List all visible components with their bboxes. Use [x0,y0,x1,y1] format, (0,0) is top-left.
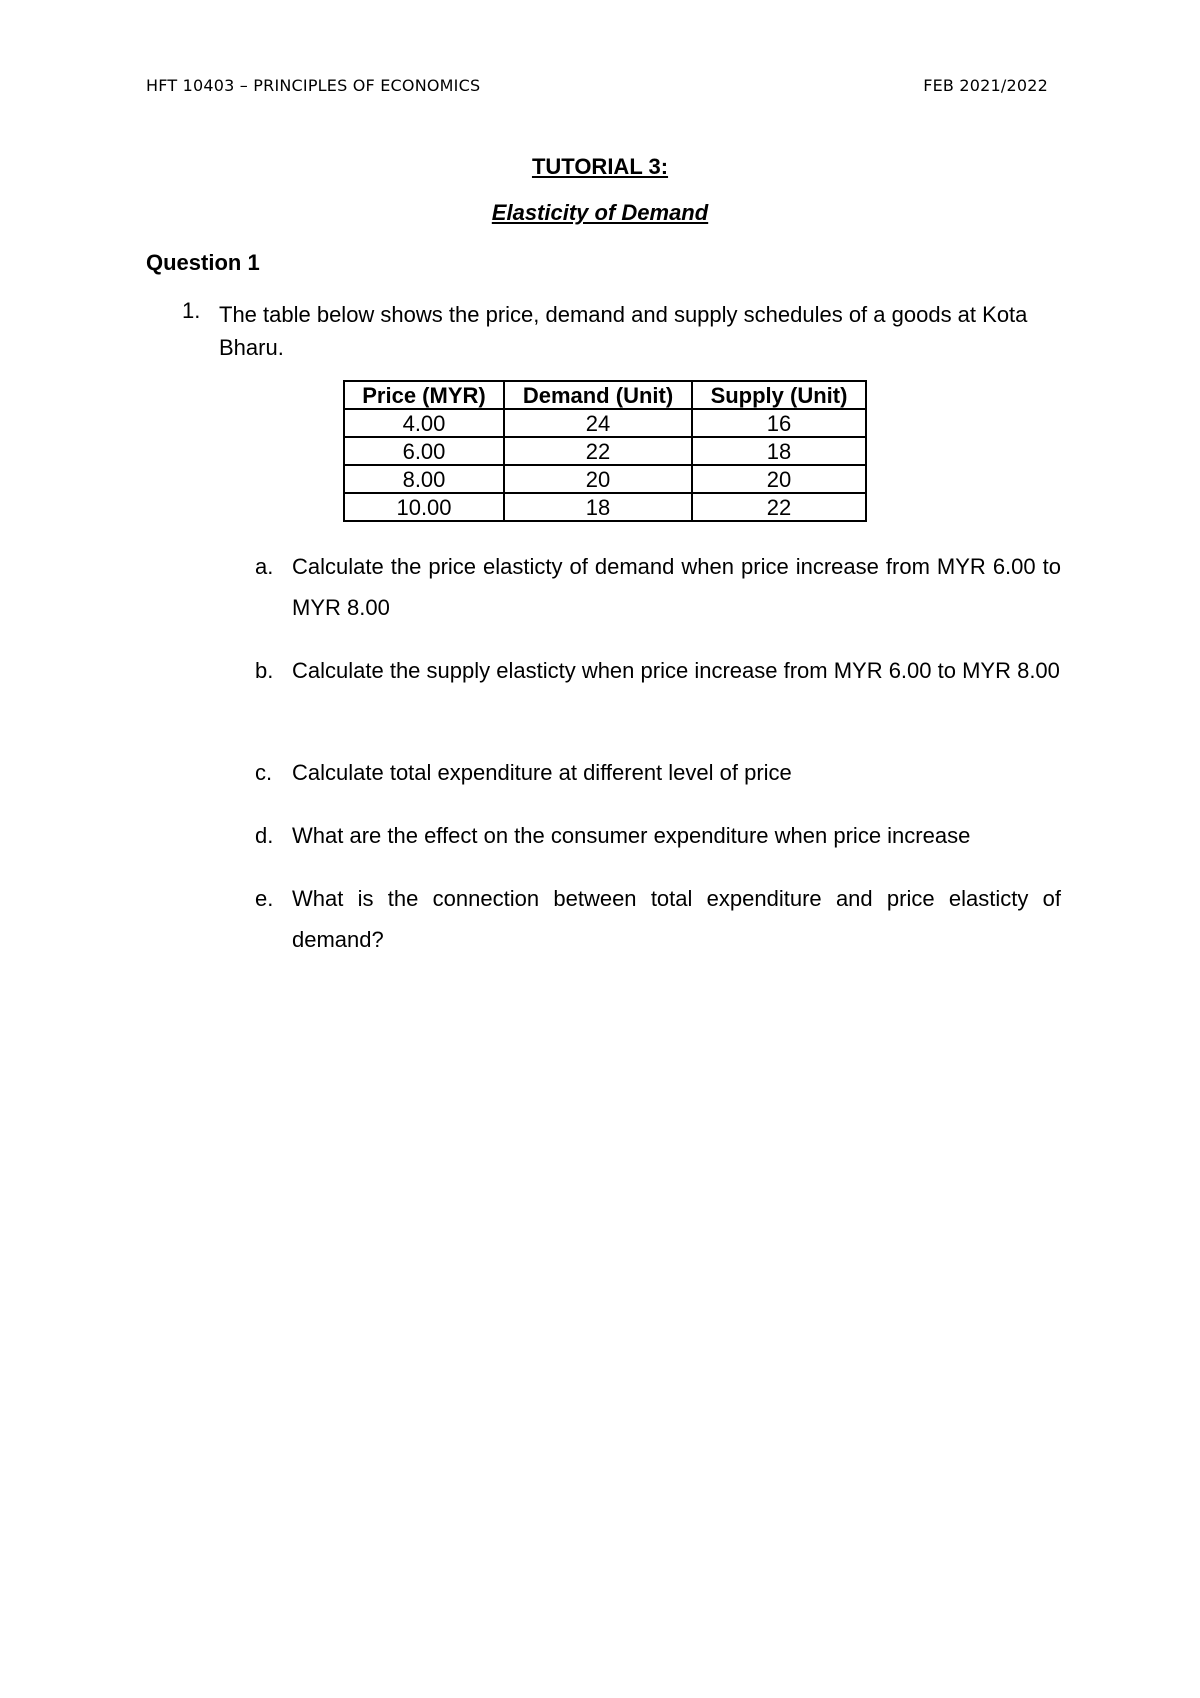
demand-cell: 20 [504,465,692,493]
subquestion-letter: e. [255,886,274,911]
question-heading: Question 1 [146,250,260,275]
price-cell: 6.00 [344,437,504,465]
column-header-supply: Supply (Unit) [692,381,866,409]
table-row [344,409,866,437]
tutorial-subtitle: Elasticity of Demand [491,200,709,225]
subquestion-text: Calculate the supply elasticty when price increase from MYR 6.00 to MYR 8.00 [292,658,1060,683]
subquestion-letter: b. [255,658,274,683]
table-row [344,493,866,521]
schedule-table [343,380,867,522]
demand-cell: 24 [504,409,692,437]
demand-cell: 22 [504,437,692,465]
column-header-demand: Demand (Unit) [504,381,692,409]
supply-cell: 20 [692,465,866,493]
column-header-price: Price (MYR) [344,381,504,409]
supply-cell: 16 [692,409,866,437]
table-row [344,437,866,465]
tutorial-title: TUTORIAL 3: [531,154,669,179]
price-cell: 4.00 [344,409,504,437]
table-header-row [344,381,866,409]
price-cell: 8.00 [344,465,504,493]
subquestion-text: What is the connection between total expenditure and price elasticty of demand? [292,886,1061,952]
subquestion-text: Calculate the price elasticty of demand when price increase from MYR 6.00 to MYR 8.00 [292,554,1061,620]
question-number: 1. [182,298,201,323]
subquestion-letter: a. [255,554,274,579]
subquestion-text: Calculate total expenditure at different level of price [292,760,792,785]
subquestion-letter: d. [255,823,274,848]
table-row [344,465,866,493]
demand-cell: 18 [504,493,692,521]
question-text: The table below shows the price, demand and supply schedules of a goods at Kota Bharu. [219,302,1028,360]
supply-cell: 18 [692,437,866,465]
price-cell: 10.00 [344,493,504,521]
course-title: HFT 10403 – PRINCIPLES OF ECONOMICS [146,76,481,95]
subquestion-letter: c. [255,760,273,785]
term-label: FEB 2021/2022 [923,76,1048,95]
subquestion-text: What are the effect on the consumer expenditure when price increase [292,823,971,848]
supply-cell: 22 [692,493,866,521]
